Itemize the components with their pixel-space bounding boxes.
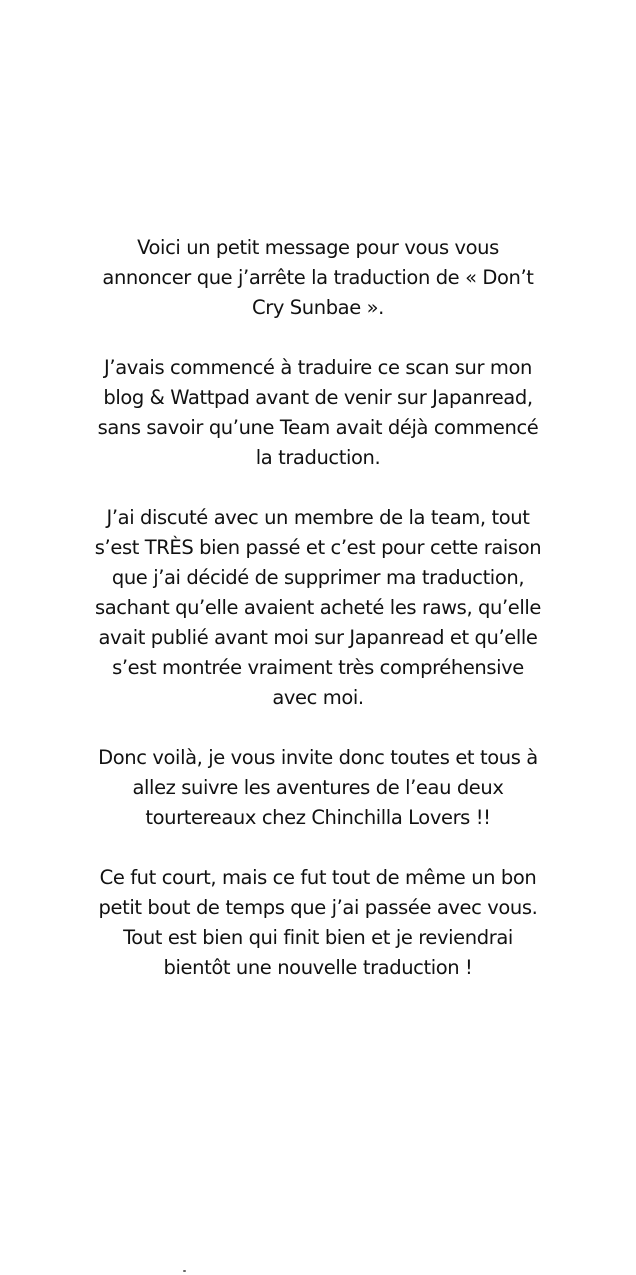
- message-paragraph-intro: Voici un petit message pour vous vous annoncer que j’arrête la traduction de « Don’t Cry Sunbae ».: [102, 236, 534, 319]
- message-paragraph-farewell: Ce fut court, mais ce fut tout de même un bon petit bout de temps que j’ai passée avec vous. Tout est bien qui finit bien et je reviendrai bientôt une nouvelle traduction !: [98, 866, 538, 979]
- message-paragraph-invitation: Donc voilà, je vous invite donc toutes et tous à allez suivre les aventures de l’eau deux tourtereaux chez Chinchilla Lovers !!: [98, 746, 538, 829]
- message-paragraph-decision: J’ai discuté avec un membre de la team, tout s’est TRÈS bien passé et c’est pour cette raison que j’ai décidé de supprimer ma traduction, sachant qu’elle avaient acheté les raws, qu’elle avait publié avant moi sur Japanread et qu’elle s’est montrée vraiment très compréhensive avec moi.: [94, 506, 542, 709]
- stray-mark: [183, 1270, 186, 1272]
- message-paragraph-background: J’avais commencé à traduire ce scan sur mon blog & Wattpad avant de venir sur Japanread, sans savoir qu’une Team avait déjà commencé la traduction.: [97, 356, 539, 469]
- translator-message: [90, 233, 546, 983]
